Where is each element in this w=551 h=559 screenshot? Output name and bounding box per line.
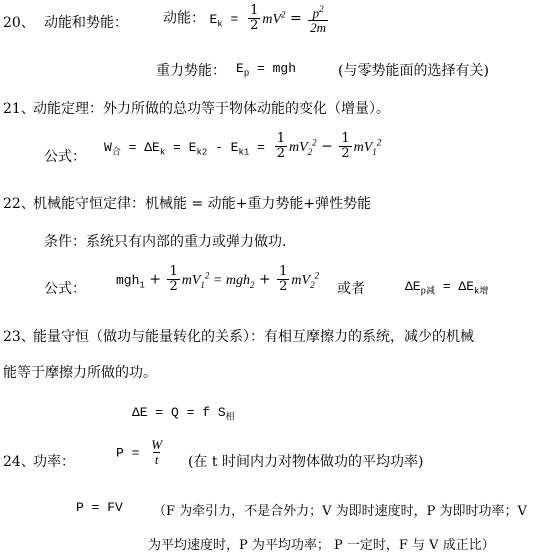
- item-20-number: 20、: [3, 15, 35, 31]
- ke-momentum-fraction: $\frac{p^2}{2m}$: [310, 4, 327, 36]
- potential-energy-label: 重力势能：: [156, 63, 226, 79]
- ke-half-fraction: $\frac{1}{2}$: [250, 3, 259, 34]
- me-fraction-2: $\frac{1}{2}$: [279, 264, 288, 295]
- delta-energy-formula: $\Delta E_{p减} = \Delta E_{k增}$: [405, 279, 489, 297]
- item-21-number: 21、: [3, 101, 35, 117]
- item-22-title: 机械能守恒定律：机械能 = 动能+重力势能+弹性势能: [33, 196, 372, 212]
- kinetic-energy-formula: [163, 2, 330, 35]
- we-fraction-2: $\frac{1}{2}$: [341, 131, 350, 162]
- power-note: (在 t 时间内力对物体做功的平均功率): [188, 454, 424, 470]
- potential-energy-note: (与零势能面的选择有关): [338, 63, 489, 79]
- work-energy-formula: $W_合 = \Delta E_k = E_{k2} - E_{k1}$ = $\frac{1}{2}$ $mV_2^2$ − $\frac{1}{2}$ $mV_1^2$: [104, 131, 382, 162]
- ke-equals-2: =: [285, 10, 307, 27]
- item-23-line-2: 能等于摩擦力所做的功。: [3, 365, 157, 381]
- item-21-formula-label: 公式：: [44, 149, 86, 165]
- energy-conservation-formula: ΔE = Q = f $S_相$: [132, 405, 235, 423]
- ke-equals: =: [222, 11, 247, 27]
- item-22-condition: 条件：系统只有内部的重力或弹力做功.: [44, 234, 287, 250]
- ke-label: 动能：: [163, 10, 205, 27]
- item-20-title: 动能和势能：: [44, 15, 128, 31]
- power-fv-note-1: （F 为牵引力，不是合外力；V 为即时速度时，P 为即时功率；V: [153, 504, 527, 519]
- power-fv-note-2: 为平均速度时，P 为平均功率； P 一定时，F 与 V 成正比）: [148, 538, 495, 553]
- me-fraction-1: $\frac{1}{2}$: [169, 264, 178, 295]
- item-22-formula-label: 公式：: [44, 281, 86, 297]
- we-fraction-1: $\frac{1}{2}$: [276, 131, 285, 162]
- ke-symbol: $E_k$: [209, 11, 223, 30]
- item-24-number: 24、: [3, 454, 35, 470]
- item-22-or: 或者: [337, 281, 365, 297]
- power-fv-formula: P = FV: [76, 500, 123, 515]
- item-23-line-1: 能量守恒（做功与能量转化的关系）：有相互摩擦力的系统，减少的机械: [33, 329, 474, 345]
- potential-energy-formula: $E_p$ = mgh: [236, 61, 297, 79]
- item-22-number: 22、: [3, 196, 35, 212]
- w-symbol: W: [104, 139, 112, 155]
- power-fraction: $\frac{W}{t}$: [151, 437, 163, 467]
- item-24-title: 功率：: [33, 454, 75, 470]
- item-23-number: 23、: [3, 329, 35, 345]
- mechanical-energy-formula: mgh$_1$ + $\frac{1}{2}$ $mV_1^2 = mgh_2$ + $\frac{1}{2}$ $mV_2^2$: [116, 264, 320, 295]
- power-formula: P = $\frac{W}{t}$: [116, 437, 163, 467]
- ke-mv: $mV^2$: [262, 9, 286, 27]
- item-21-title: 动能定理：外力所做的总功等于物体动能的变化（增量）。: [33, 101, 390, 117]
